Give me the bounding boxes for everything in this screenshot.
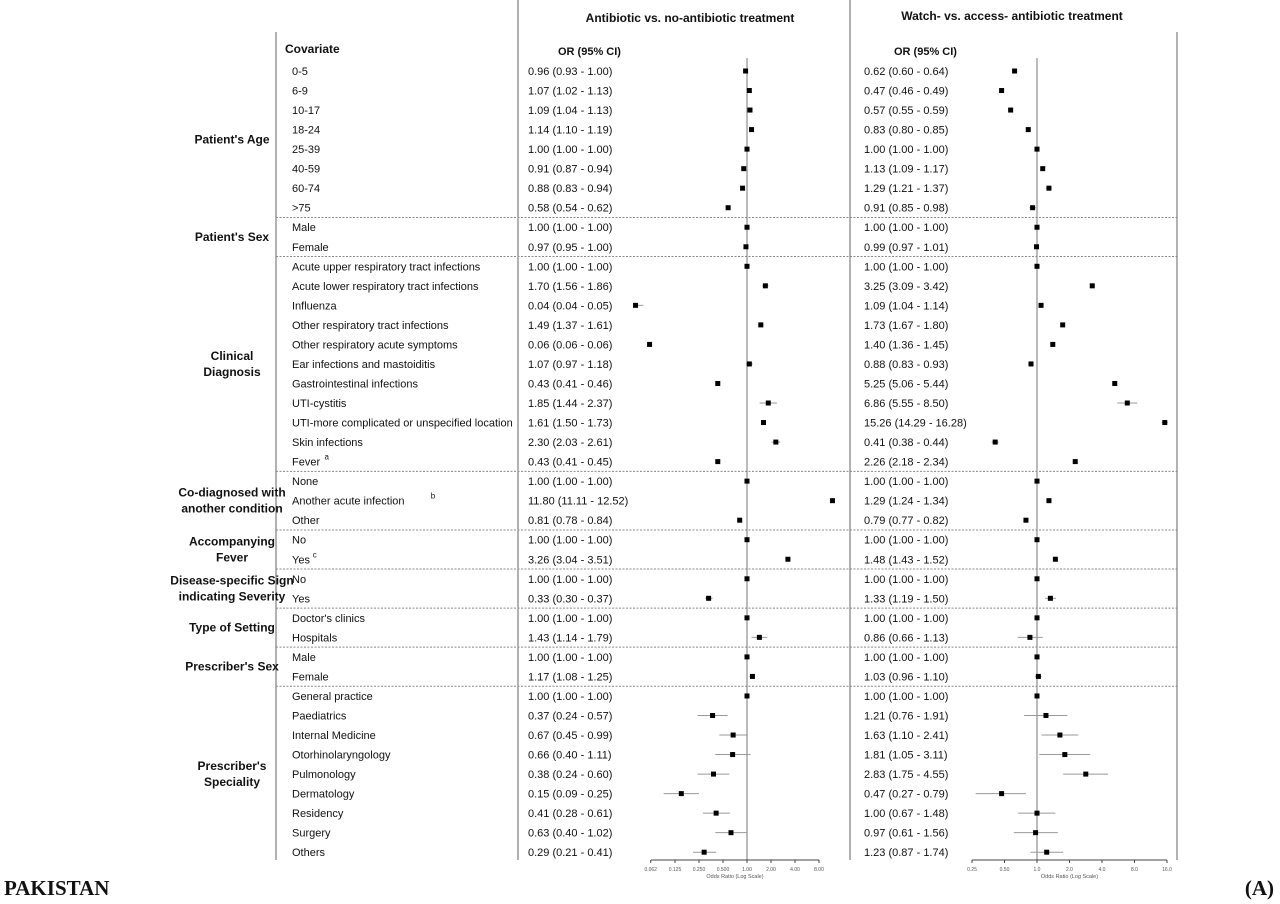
row-label: General practice	[292, 690, 373, 703]
group-label: Speciality	[203, 775, 261, 790]
covariate-header: Covariate	[285, 42, 340, 56]
or-point	[1057, 733, 1062, 738]
row-label: Doctor's clinics	[292, 612, 366, 625]
or-point	[745, 615, 750, 620]
or-point	[745, 479, 750, 484]
row-label: Female	[292, 241, 329, 254]
x-tick-label: 0.500	[716, 867, 730, 873]
or-ci-label: 0.47 (0.27 - 0.79)	[864, 788, 949, 801]
or-ci-label: 0.96 (0.93 - 1.00)	[528, 66, 613, 78]
or-point	[1029, 361, 1034, 366]
or-ci-label: 0.66 (0.40 - 1.11)	[528, 749, 612, 762]
x-tick-label: 0.062	[644, 867, 657, 873]
or-point	[743, 69, 748, 74]
row-label: Hospitals	[292, 632, 338, 645]
group-label: Fever	[215, 550, 249, 565]
or-point	[1035, 615, 1040, 620]
or-ci-label: 1.00 (1.00 - 1.00)	[864, 690, 949, 703]
or-ci-label: 1.00 (0.67 - 1.48)	[864, 808, 949, 821]
or-ci-label: 1.00 (1.00 - 1.00)	[864, 534, 949, 547]
or-ci-label: 5.25 (5.06 - 5.44)	[864, 378, 949, 391]
or-ci-label: 1.03 (0.96 - 1.10)	[864, 671, 949, 684]
or-ci-label: 1.00 (1.00 - 1.00)	[528, 534, 613, 547]
or-ci-label: 1.00 (1.00 - 1.00)	[528, 651, 613, 664]
or-point	[710, 713, 715, 718]
row-label: Others	[292, 847, 326, 860]
row-label: None	[292, 476, 319, 489]
panel1-title: Antibiotic vs. no-antibiotic treatment	[585, 11, 795, 25]
x-tick-label: 16.0	[1162, 867, 1172, 873]
or-ci-label: 1.33 (1.19 - 1.50)	[864, 593, 949, 606]
or-point	[773, 440, 778, 445]
or-point	[757, 635, 762, 640]
or-point	[714, 811, 719, 816]
or-point	[758, 322, 763, 327]
group-label: Diagnosis	[203, 364, 261, 379]
panel1-or-header: OR (95% CI)	[558, 46, 621, 58]
or-ci-label: 1.49 (1.37 - 1.61)	[528, 319, 613, 332]
x-tick-label: 0.50	[999, 867, 1010, 873]
or-ci-label: 0.62 (0.60 - 0.64)	[864, 66, 949, 78]
or-point	[1044, 850, 1049, 855]
or-point	[745, 264, 750, 269]
or-ci-label: 1.07 (0.97 - 1.18)	[528, 358, 613, 371]
footnote-mark: c	[312, 550, 317, 560]
group-label: Accompanying	[188, 534, 276, 549]
or-ci-label: 1.00 (1.00 - 1.00)	[864, 144, 949, 157]
or-ci-label: 0.79 (0.77 - 0.82)	[864, 515, 949, 528]
or-point	[1035, 225, 1040, 230]
or-ci-label: 0.33 (0.30 - 0.37)	[528, 593, 613, 606]
or-ci-label: 1.00 (1.00 - 1.00)	[528, 222, 613, 235]
or-point	[1046, 186, 1051, 191]
or-ci-label: 0.67 (0.45 - 0.99)	[528, 730, 613, 743]
or-ci-label: 1.00 (1.00 - 1.00)	[864, 222, 949, 235]
or-ci-label: 0.47 (0.46 - 0.49)	[864, 85, 949, 98]
or-point	[1062, 752, 1067, 757]
or-point	[1040, 166, 1045, 171]
row-label: 0-5	[292, 66, 308, 78]
group-label: Type of Setting	[189, 620, 275, 635]
or-ci-label: 1.00 (1.00 - 1.00)	[528, 612, 613, 625]
or-point	[747, 361, 752, 366]
or-ci-label: 1.85 (1.44 - 2.37)	[528, 398, 613, 411]
row-label: 40-59	[292, 163, 321, 176]
or-ci-label: 0.38 (0.24 - 0.60)	[528, 769, 613, 782]
or-ci-label: 15.26 (14.29 - 16.28)	[864, 417, 967, 430]
x-tick-label: 4.00	[790, 867, 800, 873]
x-tick-label: 1.00	[742, 867, 752, 873]
or-point	[1035, 147, 1040, 152]
or-ci-label: 0.91 (0.85 - 0.98)	[864, 202, 949, 215]
or-point	[1050, 342, 1055, 347]
or-point	[1035, 654, 1040, 659]
row-label: 10-17	[292, 105, 321, 118]
or-ci-label: 0.41 (0.28 - 0.61)	[528, 808, 613, 821]
or-ci-label: 1.00 (1.00 - 1.00)	[864, 573, 949, 586]
or-point	[1083, 772, 1088, 777]
group-label: Disease-specific Sign	[170, 573, 294, 588]
or-point	[1048, 596, 1053, 601]
or-point	[1039, 303, 1044, 308]
or-ci-label: 0.43 (0.41 - 0.45)	[528, 456, 613, 469]
or-point	[747, 108, 752, 113]
or-point	[745, 147, 750, 152]
or-point	[763, 283, 768, 288]
row-label: Male	[292, 222, 316, 235]
or-ci-label: 6.86 (5.55 - 8.50)	[864, 398, 949, 411]
row-label: No	[292, 534, 307, 547]
or-ci-label: 2.26 (2.18 - 2.34)	[864, 456, 949, 469]
or-ci-label: 1.73 (1.67 - 1.80)	[864, 319, 949, 332]
or-ci-label: 1.07 (1.02 - 1.13)	[528, 85, 613, 98]
or-ci-label: 0.04 (0.04 - 0.05)	[528, 300, 613, 313]
or-ci-label: 1.40 (1.36 - 1.45)	[864, 339, 949, 352]
row-label: Fever	[292, 456, 321, 469]
or-point	[761, 420, 766, 425]
or-ci-label: 1.61 (1.50 - 1.73)	[528, 417, 613, 430]
or-point	[1053, 557, 1058, 562]
x-tick-label: 0.25	[967, 867, 977, 873]
or-ci-label: 1.29 (1.21 - 1.37)	[864, 183, 949, 196]
x-tick-label: 8.00	[814, 867, 824, 873]
row-label: Another acute infection	[292, 495, 405, 508]
or-point	[711, 772, 716, 777]
or-ci-label: 1.14 (1.10 - 1.19)	[528, 124, 613, 137]
or-point	[745, 225, 750, 230]
or-point	[1035, 576, 1040, 581]
or-ci-label: 1.00 (1.00 - 1.00)	[528, 261, 613, 274]
or-point	[1033, 830, 1038, 835]
row-label: Female	[292, 671, 329, 684]
or-ci-label: 0.99 (0.97 - 1.01)	[864, 241, 949, 254]
group-label: Patient's Sex	[194, 230, 270, 245]
or-point	[706, 596, 711, 601]
or-ci-label: 1.00 (1.00 - 1.00)	[864, 476, 949, 489]
or-ci-label: 1.00 (1.00 - 1.00)	[528, 476, 613, 489]
row-label: Residency	[292, 808, 344, 821]
or-ci-label: 1.29 (1.24 - 1.34)	[864, 495, 949, 508]
or-ci-label: 1.00 (1.00 - 1.00)	[528, 690, 613, 703]
row-label: 18-24	[292, 124, 321, 137]
x-tick-label: 2.0	[1066, 867, 1073, 873]
group-label: Clinical	[210, 348, 254, 363]
or-ci-label: 2.83 (1.75 - 4.55)	[864, 769, 949, 782]
or-point	[745, 654, 750, 659]
or-point	[679, 791, 684, 796]
or-point	[702, 850, 707, 855]
row-label: Dermatology	[292, 788, 355, 801]
or-point	[1027, 635, 1032, 640]
or-ci-label: 1.13 (1.09 - 1.17)	[864, 163, 949, 176]
or-point	[1035, 479, 1040, 484]
or-point	[747, 88, 752, 93]
or-ci-label: 0.41 (0.38 - 0.44)	[864, 437, 949, 450]
or-ci-label: 1.09 (1.04 - 1.14)	[864, 300, 949, 313]
row-label: Yes	[292, 554, 310, 567]
or-point	[647, 342, 652, 347]
group-label: Prescriber's Sex	[185, 659, 279, 674]
panel2-title: Watch- vs. access- antibiotic treatment	[901, 9, 1123, 23]
or-ci-label: 0.15 (0.09 - 0.25)	[528, 788, 613, 801]
or-point	[715, 459, 720, 464]
or-ci-label: 2.30 (2.03 - 2.61)	[528, 437, 613, 450]
or-point	[633, 303, 638, 308]
panel2-or-header: OR (95% CI)	[894, 46, 957, 58]
x-tick-label: 0.250	[692, 867, 706, 873]
or-point	[1035, 811, 1040, 816]
or-point	[726, 205, 731, 210]
or-point	[729, 830, 734, 835]
x-tick-label: 0.125	[668, 867, 682, 873]
or-point	[1034, 244, 1039, 249]
or-ci-label: 1.70 (1.56 - 1.86)	[528, 280, 613, 293]
row-label: Surgery	[292, 827, 331, 840]
or-point	[766, 401, 771, 406]
or-ci-label: 1.23 (0.87 - 1.74)	[864, 847, 949, 860]
or-ci-label: 0.57 (0.55 - 0.59)	[864, 105, 949, 118]
row-label: Internal Medicine	[292, 730, 376, 743]
row-label: Other	[292, 515, 320, 528]
footnote-mark: a	[324, 452, 329, 462]
or-point	[1036, 674, 1041, 679]
or-point	[993, 440, 998, 445]
or-point	[1073, 459, 1078, 464]
row-label: 6-9	[292, 85, 308, 98]
or-ci-label: 0.29 (0.21 - 0.41)	[528, 847, 613, 860]
or-point	[1035, 537, 1040, 542]
or-point	[1162, 420, 1167, 425]
row-label: UTI-cystitis	[292, 398, 347, 411]
or-point	[830, 498, 835, 503]
panel-label: (A)	[1244, 876, 1274, 900]
or-ci-label: 1.81 (1.05 - 3.11)	[864, 749, 948, 762]
or-point	[785, 557, 790, 562]
x-axis-label: Odds Ratio (Log Scale)	[1040, 874, 1099, 880]
or-ci-label: 3.25 (3.09 - 3.42)	[864, 280, 949, 293]
country-label: PAKISTAN	[4, 876, 110, 900]
group-label: Patient's Age	[194, 132, 270, 147]
or-ci-label: 1.09 (1.04 - 1.13)	[528, 105, 613, 118]
or-point	[1023, 518, 1028, 523]
row-label: Paediatrics	[292, 710, 347, 723]
row-label: Other respiratory acute symptoms	[292, 339, 458, 352]
or-point	[1012, 69, 1017, 74]
row-label: Influenza	[292, 300, 337, 313]
row-label: Otorhinolaryngology	[292, 749, 391, 762]
row-label: Pulmonology	[292, 769, 356, 782]
or-point	[1090, 283, 1095, 288]
x-tick-label: 8.0	[1131, 867, 1138, 873]
or-point	[743, 244, 748, 249]
or-point	[740, 186, 745, 191]
or-ci-label: 0.37 (0.24 - 0.57)	[528, 710, 613, 723]
row-label: Male	[292, 651, 316, 664]
or-ci-label: 0.88 (0.83 - 0.94)	[528, 183, 613, 196]
or-ci-label: 0.97 (0.61 - 1.56)	[864, 827, 949, 840]
or-ci-label: 0.97 (0.95 - 1.00)	[528, 241, 613, 254]
or-point	[1008, 108, 1013, 113]
row-label: Acute upper respiratory tract infections	[292, 261, 481, 274]
or-ci-label: 1.21 (0.76 - 1.91)	[864, 710, 949, 723]
or-point	[741, 166, 746, 171]
or-ci-label: 0.83 (0.80 - 0.85)	[864, 124, 949, 137]
or-point	[1125, 401, 1130, 406]
x-tick-label: 4.0	[1098, 867, 1106, 873]
or-ci-label: 0.81 (0.78 - 0.84)	[528, 515, 613, 528]
or-point	[1046, 498, 1051, 503]
row-label: Yes	[292, 593, 310, 606]
or-point	[999, 88, 1004, 93]
row-label: Ear infections and mastoiditis	[292, 358, 436, 371]
x-axis-label: Odds Ratio (Log Scale)	[706, 874, 764, 880]
or-ci-label: 0.91 (0.87 - 0.94)	[528, 163, 613, 176]
or-ci-label: 0.58 (0.54 - 0.62)	[528, 202, 613, 215]
or-ci-label: 1.63 (1.10 - 2.41)	[864, 730, 949, 743]
or-ci-label: 0.88 (0.83 - 0.93)	[864, 358, 949, 371]
or-ci-label: 0.86 (0.66 - 1.13)	[864, 632, 949, 645]
or-ci-label: 1.00 (1.00 - 1.00)	[528, 144, 613, 157]
group-label: indicating Severity	[178, 589, 286, 604]
group-label: Co-diagnosed with	[178, 485, 286, 500]
or-point	[999, 791, 1004, 796]
or-point	[737, 518, 742, 523]
or-point	[715, 381, 720, 386]
or-ci-label: 1.00 (1.00 - 1.00)	[864, 261, 949, 274]
x-tick-label: 1.0	[1033, 867, 1041, 873]
or-ci-label: 1.00 (1.00 - 1.00)	[864, 651, 949, 664]
or-point	[1026, 127, 1031, 132]
or-point	[750, 674, 755, 679]
or-point	[730, 752, 735, 757]
row-label: Other respiratory tract infections	[292, 319, 449, 332]
row-label: Acute lower respiratory tract infections	[292, 280, 479, 293]
or-ci-label: 1.43 (1.14 - 1.79)	[528, 632, 613, 645]
or-point	[1035, 693, 1040, 698]
row-label: UTI-more complicated or unspecified location	[292, 417, 513, 430]
row-label: Skin infections	[292, 437, 363, 450]
or-point	[1060, 322, 1065, 327]
or-point	[1112, 381, 1117, 386]
or-ci-label: 0.63 (0.40 - 1.02)	[528, 827, 613, 840]
row-label: 25-39	[292, 144, 321, 157]
footnote-mark: b	[430, 491, 436, 501]
row-label: Gastrointestinal infections	[292, 378, 418, 391]
or-point	[1043, 713, 1048, 718]
group-label: another condition	[181, 501, 283, 516]
or-point	[745, 537, 750, 542]
row-label: >75	[292, 202, 311, 215]
or-ci-label: 11.80 (11.11 - 12.52)	[528, 495, 629, 508]
row-label: No	[292, 573, 307, 586]
or-point	[745, 576, 750, 581]
or-point	[1030, 205, 1035, 210]
or-ci-label: 1.00 (1.00 - 1.00)	[864, 612, 949, 625]
or-ci-label: 1.00 (1.00 - 1.00)	[528, 573, 613, 586]
or-ci-label: 1.48 (1.43 - 1.52)	[864, 554, 949, 567]
group-label: Prescriber's	[197, 759, 267, 774]
or-point	[731, 733, 736, 738]
or-ci-label: 1.17 (1.08 - 1.25)	[528, 671, 613, 684]
or-ci-label: 3.26 (3.04 - 3.51)	[528, 554, 613, 567]
row-label: 60-74	[292, 183, 321, 196]
or-ci-label: 0.43 (0.41 - 0.46)	[528, 378, 613, 391]
or-point	[1035, 264, 1040, 269]
x-tick-label: 2.00	[766, 867, 776, 873]
or-ci-label: 0.06 (0.06 - 0.06)	[528, 339, 613, 352]
or-point	[749, 127, 754, 132]
or-point	[745, 693, 750, 698]
